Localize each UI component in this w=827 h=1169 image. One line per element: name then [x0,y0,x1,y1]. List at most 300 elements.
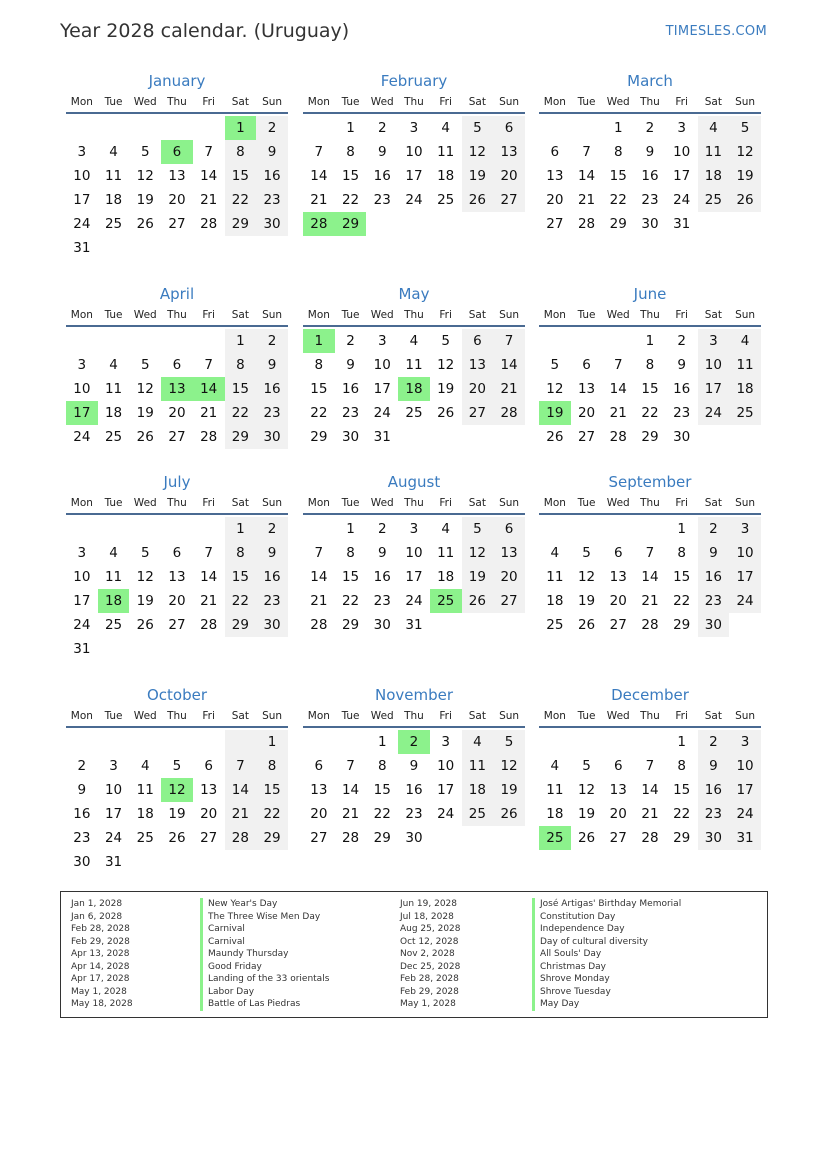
empty-day [129,730,161,754]
day: 28 [341,830,360,846]
day: 29 [225,425,257,449]
day: 13 [168,168,186,184]
day: 26 [462,589,494,613]
day: 11 [104,168,123,184]
day: 12 [462,541,494,565]
legend-date: May 18, 2028 [71,999,133,1009]
legend-holiday-name: Carnival [200,923,329,936]
day: 18 [437,168,455,184]
day: 15 [310,381,328,397]
day: 27 [493,188,525,212]
day-grid [539,517,761,637]
day-grid [303,116,525,236]
day: 5 [140,545,150,561]
day: 19 [462,164,494,188]
day: 25 [437,192,455,208]
day: 24 [373,405,391,421]
weekday-label: Fri [439,309,452,321]
weekday-label: Wed [606,309,630,321]
day: 24 [405,593,423,609]
day: 11 [546,569,564,585]
day: 4 [140,758,150,774]
day: 2 [645,120,655,136]
day: 3 [77,357,87,373]
empty-day [66,116,98,140]
day: 21 [225,802,257,826]
weekday-label: Sat [468,710,486,722]
weekday-label: Mon [543,309,566,321]
day: 23 [256,188,288,212]
day: 7 [493,329,525,353]
day: 2 [256,116,288,140]
day: 16 [641,168,659,184]
day: 26 [136,216,154,232]
day: 5 [582,545,591,561]
empty-day [161,116,193,140]
legend-date: Feb 28, 2028 [400,974,459,984]
day: 22 [256,802,288,826]
weekday-label: Thu [167,309,187,321]
weekday-label: Wed [606,710,630,722]
day: 17 [373,381,391,397]
day: 20 [609,806,627,822]
day: 10 [104,782,123,798]
weekday-label: Mon [543,497,566,509]
day-grid [303,517,525,637]
day: 22 [673,806,691,822]
day: 5 [493,730,525,754]
day: 1 [225,329,257,353]
day: 7 [346,758,355,774]
day: 27 [577,429,596,445]
empty-day [98,730,130,754]
day: 7 [314,545,324,561]
empty-day [571,116,603,140]
weekday-label: Tue [577,96,596,108]
month-july [66,473,288,661]
day: 16 [373,168,391,184]
weekday-label: Thu [640,497,660,509]
day: 20 [168,192,186,208]
day: 24 [405,192,423,208]
empty-day [539,329,571,353]
weekday-label: Sun [262,96,283,108]
day: 17 [104,806,123,822]
weekday-header [66,706,288,728]
day: 17 [729,565,761,589]
day: 27 [168,216,186,232]
empty-day [335,730,367,754]
day: 24 [104,830,123,846]
weekday-label: Fri [202,497,215,509]
day: 18 [462,778,494,802]
day: 2 [377,120,387,136]
day: 9 [256,140,288,164]
day: 14 [310,569,328,585]
day: 12 [577,782,596,798]
day: 25 [698,188,730,212]
holiday-day: 1 [225,116,257,140]
legend-date: Aug 25, 2028 [400,924,461,934]
month-name: July [163,473,191,491]
weekday-header [66,305,288,327]
day: 11 [104,381,123,397]
day: 13 [493,541,525,565]
day: 17 [698,377,730,401]
empty-day [571,517,603,541]
legend-holiday-name: Day of cultural diversity [532,936,681,949]
day: 25 [546,617,564,633]
weekday-label: Thu [404,497,424,509]
day: 30 [373,617,391,633]
day: 30 [256,425,288,449]
day: 12 [136,168,154,184]
day: 13 [609,782,627,798]
weekday-label: Tue [577,497,596,509]
day: 20 [168,593,186,609]
day: 4 [109,357,118,373]
day: 24 [729,589,761,613]
day: 24 [73,216,91,232]
day: 5 [140,144,150,160]
day-grid [303,329,525,449]
day: 15 [673,782,691,798]
day: 16 [698,778,730,802]
empty-day [634,517,666,541]
day: 29 [673,830,691,846]
day: 23 [341,405,360,421]
day: 5 [140,357,150,373]
day: 14 [310,168,328,184]
day: 28 [609,429,627,445]
legend-date: Jun 19, 2028 [400,899,458,909]
day: 18 [104,192,123,208]
day: 26 [136,617,154,633]
weekday-label: Tue [577,710,596,722]
day: 15 [609,168,627,184]
day: 7 [225,754,257,778]
legend-holiday-name: All Souls' Day [532,948,681,961]
day: 26 [493,802,525,826]
empty-day [539,517,571,541]
holiday-day: 28 [303,212,335,236]
day: 8 [677,758,686,774]
day: 17 [405,168,423,184]
legend-date: Feb 28, 2028 [71,924,130,934]
day: 30 [73,854,91,870]
weekday-label: Sat [231,96,249,108]
day: 27 [462,401,494,425]
day: 30 [405,830,423,846]
day: 29 [256,826,288,850]
day: 12 [577,569,596,585]
day-grid [539,329,761,449]
empty-day [66,329,98,353]
day: 29 [341,617,360,633]
day: 3 [729,517,761,541]
day: 3 [729,730,761,754]
day: 30 [256,613,288,637]
weekday-label: Thu [404,96,424,108]
weekday-label: Sat [468,309,486,321]
day: 13 [168,569,186,585]
day: 28 [200,429,218,445]
day: 10 [729,541,761,565]
weekday-label: Sat [468,497,486,509]
day: 30 [698,826,730,850]
empty-day [634,730,666,754]
weekday-label: Tue [104,96,123,108]
day: 14 [200,569,218,585]
day: 26 [462,188,494,212]
day: 6 [204,758,213,774]
empty-day [193,730,225,754]
day: 11 [729,353,761,377]
day: 2 [256,329,288,353]
weekday-label: Wed [133,497,157,509]
day: 16 [698,565,730,589]
day: 14 [641,569,659,585]
empty-day [539,116,571,140]
day: 3 [441,734,450,750]
weekday-header [303,305,525,327]
day: 24 [673,192,691,208]
month-october [66,686,288,874]
weekday-header [303,92,525,114]
month-may [303,285,525,449]
weekday-header [66,92,288,114]
day: 8 [225,541,257,565]
month-april [66,285,288,449]
day: 7 [204,545,213,561]
day: 22 [341,593,360,609]
legend-holiday-name: New Year's Day [200,898,329,911]
day-grid [66,730,288,874]
day: 10 [405,545,423,561]
day: 13 [493,140,525,164]
empty-day [225,730,257,754]
day-grid [66,329,288,449]
day: 1 [613,120,623,136]
empty-day [66,517,98,541]
day: 9 [77,782,87,798]
day: 20 [168,405,186,421]
legend-holiday-name: Christmas Day [532,961,681,974]
legend-date: Apr 14, 2028 [71,961,130,972]
day: 18 [437,569,455,585]
day: 8 [225,140,257,164]
empty-day [602,517,634,541]
day: 29 [641,429,659,445]
day: 8 [256,754,288,778]
day: 1 [677,734,686,750]
weekday-label: Sun [262,497,283,509]
day: 18 [136,806,154,822]
weekday-label: Thu [167,497,187,509]
day: 2 [677,333,686,349]
day: 14 [609,381,627,397]
day: 1 [225,517,257,541]
weekday-label: Sat [704,710,722,722]
day: 25 [104,429,123,445]
day: 10 [73,569,91,585]
legend-holiday-name: Good Friday [200,961,329,974]
day: 10 [673,144,691,160]
day: 23 [641,192,659,208]
month-january [66,72,288,260]
day: 20 [609,593,627,609]
day: 11 [546,782,564,798]
weekday-label: Tue [341,96,360,108]
day: 4 [550,758,560,774]
day: 23 [73,830,91,846]
day: 7 [314,144,324,160]
weekday-label: Wed [606,96,630,108]
day: 21 [200,192,218,208]
day: 13 [577,381,596,397]
weekday-label: Tue [341,309,360,321]
month-name: April [159,285,195,303]
day: 21 [310,593,328,609]
day: 23 [256,589,288,613]
legend-holiday-name: Battle of Las Piedras [200,998,329,1011]
day-grid [539,116,761,236]
weekday-label: Sat [231,309,249,321]
day: 6 [582,357,591,373]
day: 5 [582,758,591,774]
legend-holiday-name: Constitution Day [532,911,681,924]
month-name: June [633,285,667,303]
empty-day [193,517,225,541]
day: 31 [73,641,91,657]
day: 27 [200,830,218,846]
day: 12 [437,357,455,373]
day: 2 [256,517,288,541]
day: 9 [698,754,730,778]
day: 18 [698,164,730,188]
day: 7 [613,357,623,373]
day: 25 [136,830,154,846]
weekday-label: Thu [640,710,660,722]
day: 16 [673,381,691,397]
day: 5 [441,333,450,349]
day: 7 [645,758,655,774]
weekday-label: Thu [404,710,424,722]
legend-date: Dec 25, 2028 [400,961,461,972]
weekday-header [539,305,761,327]
day: 7 [204,357,213,373]
empty-day [539,730,571,754]
day: 16 [256,565,288,589]
day: 20 [462,377,494,401]
day: 6 [314,758,324,774]
day: 12 [729,140,761,164]
day: 31 [729,826,761,850]
weekday-label: Mon [70,497,93,509]
empty-day [303,517,335,541]
day: 31 [673,216,691,232]
month-name: November [374,686,454,704]
day: 20 [493,164,525,188]
day-grid [66,116,288,260]
day: 2 [377,521,387,537]
day: 19 [168,806,186,822]
day: 30 [673,429,691,445]
day: 28 [577,216,596,232]
weekday-label: Sat [704,309,722,321]
legend-names-left [200,898,329,1011]
day: 16 [341,381,360,397]
holiday-day: 29 [335,212,367,236]
day: 6 [613,758,623,774]
day: 22 [225,401,257,425]
day: 1 [377,734,387,750]
empty-day [303,730,335,754]
day: 3 [77,545,87,561]
month-august [303,473,525,637]
day: 10 [405,144,423,160]
day: 12 [493,754,525,778]
weekday-label: Wed [606,497,630,509]
day: 14 [341,782,360,798]
day: 24 [437,806,455,822]
day: 6 [172,545,182,561]
brand-link[interactable]: TIMESLES.COM [665,24,767,39]
day: 22 [225,589,257,613]
day: 26 [136,429,154,445]
day: 11 [136,782,154,798]
day: 2 [346,333,355,349]
day: 15 [673,569,691,585]
day: 16 [73,806,91,822]
day: 29 [225,613,257,637]
day: 10 [73,381,91,397]
weekday-label: Mon [543,96,566,108]
month-name: February [380,72,448,90]
legend-holiday-name: Landing of the 33 orientals [200,973,329,986]
legend-holiday-name: Independence Day [532,923,681,936]
day: 13 [609,569,627,585]
day: 21 [200,405,218,421]
day: 15 [225,565,257,589]
day: 4 [409,333,419,349]
day: 1 [645,333,655,349]
day: 24 [729,802,761,826]
empty-day [98,329,130,353]
day: 20 [200,806,218,822]
day: 6 [493,517,525,541]
day: 22 [310,405,328,421]
day: 28 [641,830,659,846]
day: 17 [729,778,761,802]
day: 19 [136,593,154,609]
day: 15 [341,569,360,585]
day: 26 [437,405,455,421]
weekday-label: Sun [499,309,520,321]
day: 29 [373,830,391,846]
day: 6 [172,357,182,373]
month-name: January [148,72,206,90]
day: 22 [609,192,627,208]
weekday-label: Wed [133,309,157,321]
month-name: December [611,686,689,704]
day: 13 [310,782,328,798]
weekday-header [539,706,761,728]
day: 28 [225,826,257,850]
day: 6 [550,144,560,160]
day: 3 [77,144,87,160]
month-november [303,686,525,850]
